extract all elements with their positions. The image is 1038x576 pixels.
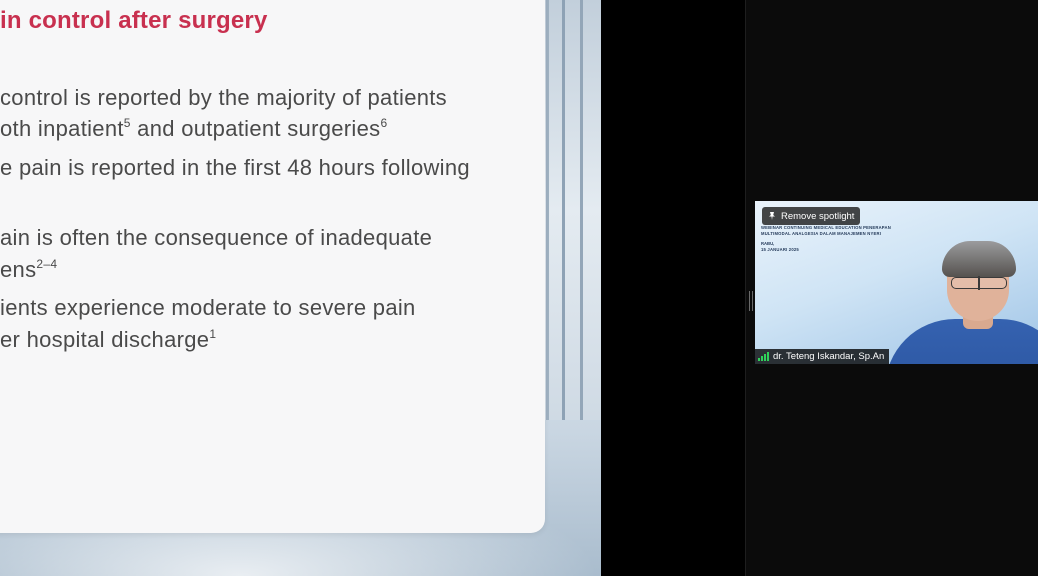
panel-divider: [745, 0, 746, 576]
drag-handle-icon[interactable]: [749, 291, 753, 311]
slide-text-line: [0, 327, 216, 353]
remove-spotlight-button[interactable]: [762, 207, 860, 225]
line-text: ain is often the consequence of inadequate: [0, 225, 433, 250]
participant-glasses: [951, 277, 1007, 289]
line-text: oth inpatient: [0, 116, 124, 141]
citation-superscript: 6: [380, 116, 388, 130]
pin-icon: [767, 211, 777, 221]
participant-shirt: [885, 319, 1038, 364]
line-text: e pain is reported in the first 48 hours following: [0, 155, 470, 180]
slide-text-line: [0, 155, 470, 181]
line-text: ens: [0, 257, 37, 282]
citation-superscript: 2–4: [36, 257, 58, 271]
banner-line: MULTIMODAL ANALGESIA DALAM MANAJEMEN NYERI: [761, 231, 882, 236]
slide-content-card: [0, 0, 545, 533]
citation-superscript: 5: [123, 116, 131, 130]
banner-day: RABU,: [761, 241, 775, 246]
citation-superscript: 1: [209, 327, 217, 341]
share-letterbox: [601, 0, 746, 576]
slide-background-building: [540, 0, 601, 420]
slide-text-line: [0, 85, 447, 111]
slide-title: in control after surgery: [0, 7, 268, 34]
participant-name: dr. Teteng Iskandar, Sp.An: [773, 351, 885, 362]
participant-video-tile[interactable]: [755, 201, 1038, 364]
slide-text-line: [0, 116, 387, 142]
banner-line: WEBINAR CONTINUING MEDICAL EDUCATION PENERAPAN: [761, 225, 891, 230]
line-text: er hospital discharge: [0, 327, 210, 352]
slide-text-line: [0, 225, 432, 251]
line-text: ients experience moderate to severe pain: [0, 295, 416, 320]
banner-date: 15 JANUARI 2025: [761, 247, 799, 252]
line-text: control is reported by the majority of patients: [0, 85, 447, 110]
spotlight-label: Remove spotlight: [781, 210, 855, 222]
slide-text-line: [0, 257, 57, 283]
signal-bars-icon: [758, 352, 769, 361]
participant-name-tag: [755, 349, 889, 364]
participant-video-feed: [815, 223, 1038, 364]
line-text: and outpatient surgeries: [130, 116, 381, 141]
slide-text-line: [0, 295, 416, 321]
participant-hair: [942, 241, 1016, 277]
